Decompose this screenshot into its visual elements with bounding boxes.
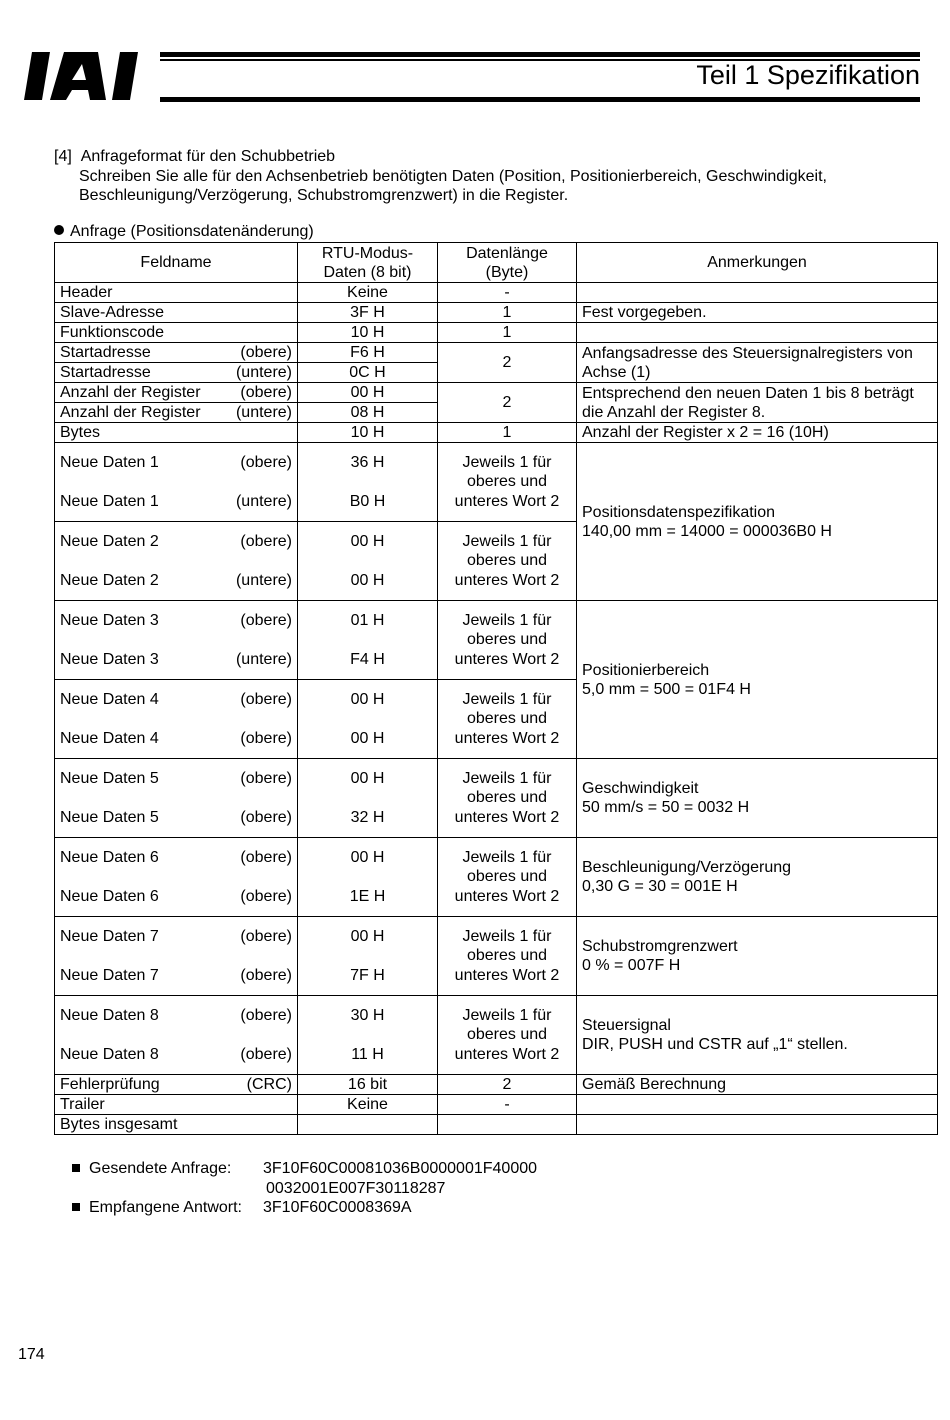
header-length: Datenlänge (Byte)	[438, 243, 577, 283]
note-push: Schubstromgrenzwert 0 % = 007F H	[577, 917, 938, 996]
section-number: [4]	[54, 148, 72, 165]
section-description: Schreiben Sie alle für den Achsenbetrieb benötigten Daten (Position, Positionierbereich, Geschwindigkeit, Beschleunigung/Verzögerung, Schubstromgrenzwert) in die Register.	[79, 167, 827, 204]
table-row: Fehlerprüfung (CRC) 16 bit 2 Gemäß Berechnung	[55, 1075, 938, 1095]
bullet-icon	[54, 225, 64, 235]
table-row: Slave-Adresse 3F H 1 Fest vorgegeben.	[55, 303, 938, 323]
note-speed: Geschwindigkeit 50 mm/s = 50 = 0032 H	[577, 759, 938, 838]
table-row-new-data-4: Neue Daten 4 (obere) Neue Daten 4 (obere) 00 H 00 H Jeweils 1 für oberes und unteres Wort 2	[55, 680, 938, 759]
message-summary	[72, 1159, 537, 1218]
iai-logo	[24, 52, 160, 104]
table-row-new-data-2: Neue Daten 2 (obere) Neue Daten 2 (untere) 00 H 00 H Jeweils 1 für oberes und unteres Wort 2	[55, 522, 938, 601]
header-rtu: RTU-Modus-Daten (8 bit)	[298, 243, 438, 283]
note-accel: Beschleunigung/Verzögerung 0,30 G = 30 = 001E H	[577, 838, 938, 917]
header-rule-top	[160, 52, 920, 57]
sent-request: Gesendete Anfrage: 3F10F60C00081036B0000001F40000 0032001E007F30118287	[72, 1159, 537, 1198]
table-row-new-data-6: Neue Daten 6 (obere) Neue Daten 6 (obere) 00 H 1E H Jeweils 1 für oberes und unteres Wort 2 Beschleunigung/Verzögerung 0,30 G = 30 = 001E H	[55, 838, 938, 917]
table-row: Startadresse (obere) F6 H 2 Anfangsadresse des Steuersignalregisters von Achse (1)	[55, 343, 938, 363]
request-table	[54, 242, 938, 1135]
table-row: Bytes 10 H 1 Anzahl der Register x 2 = 16 (10H)	[55, 423, 938, 443]
table-header-row	[55, 243, 938, 283]
section-intro	[54, 147, 899, 206]
received-response: Empfangene Antwort: 3F10F60C0008369A	[72, 1198, 537, 1218]
table-row: Anzahl der Register (obere) 00 H 2 Entsprechend den neuen Daten 1 bis 8 beträgt die Anzahl der Register 8.	[55, 383, 938, 403]
section-heading: Anfrageformat für den Schubbetrieb	[80, 148, 336, 165]
table-row-new-data-1: Neue Daten 1 (obere) Neue Daten 1 (untere) 36 H B0 H Jeweils 1 für oberes und unteres Wort 2 Positionsdatenspezifikation 140,00 mm = 14000 = 000036B0 H	[55, 443, 938, 522]
table-row-new-data-8: Neue Daten 8 (obere) Neue Daten 8 (obere) 30 H 11 H Jeweils 1 für oberes und unteres Wort 2 Steuersignal DIR, PUSH und CSTR auf „1“ stellen.	[55, 996, 938, 1075]
header-field: Feldname	[55, 243, 298, 283]
page-header-title: Teil 1 Spezifikation	[696, 60, 920, 90]
note-position: Positionsdatenspezifikation 140,00 mm = 14000 = 000036B0 H	[577, 443, 938, 601]
table-row: Bytes insgesamt	[55, 1115, 938, 1135]
request-title: Anfrage (Positionsdatenänderung)	[54, 223, 314, 241]
table-row: Startadresse (untere) 0C H	[55, 363, 938, 383]
square-bullet-icon	[72, 1164, 80, 1172]
header-notes: Anmerkungen	[577, 243, 938, 283]
table-row-new-data-3: Neue Daten 3 (obere) Neue Daten 3 (untere) 01 H F4 H Jeweils 1 für oberes und unteres Wort 2 Positionierbereich 5,0 mm = 500 = 01F4 H	[55, 601, 938, 680]
note-control: Steuersignal DIR, PUSH und CSTR auf „1“ stellen.	[577, 996, 938, 1075]
table-row: Funktionscode 10 H 1	[55, 323, 938, 343]
page-number: 174	[18, 1346, 45, 1363]
square-bullet-icon	[72, 1203, 80, 1211]
table-row-new-data-5: Neue Daten 5 (obere) Neue Daten 5 (obere) 00 H 32 H Jeweils 1 für oberes und unteres Wort 2 Geschwindigkeit 50 mm/s = 50 = 0032 H	[55, 759, 938, 838]
note-range: Positionierbereich 5,0 mm = 500 = 01F4 H	[577, 601, 938, 759]
table-row: Trailer Keine -	[55, 1095, 938, 1115]
table-row-new-data-7: Neue Daten 7 (obere) Neue Daten 7 (obere) 00 H 7F H Jeweils 1 für oberes und unteres Wort 2 Schubstromgrenzwert 0 % = 007F H	[55, 917, 938, 996]
table-row: Header Keine -	[55, 283, 938, 303]
header-rule-bottom	[160, 97, 920, 102]
table-row: Anzahl der Register (untere) 08 H	[55, 403, 938, 423]
